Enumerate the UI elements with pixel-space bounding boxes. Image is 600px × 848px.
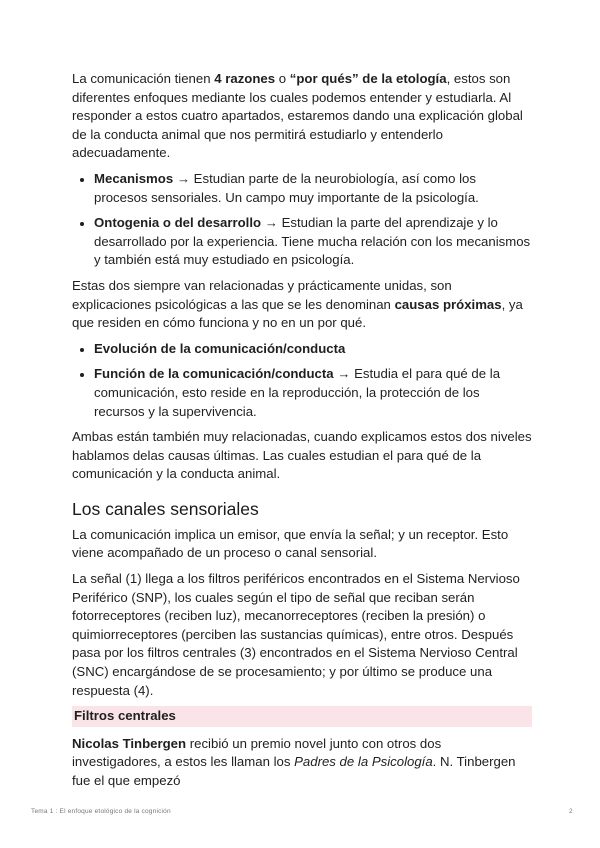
section-heading: Los canales sensoriales (72, 498, 259, 519)
list-item-text: → Estudia el para qué de la comunicación, esto reside en la reproducción, la protección de los recursos y la supervivencia. (94, 366, 501, 419)
reasons-list-proximate (72, 170, 532, 270)
text-run: . N. Tinbergen fue el que empezó (72, 754, 516, 788)
list-item-term: Mecanismos (94, 170, 174, 186)
sensory-channel-paragraph: La comunicación implica un emisor, que envía la señal; y un receptor. Esto viene acompañado de un proceso o canal sensorial. (72, 526, 509, 561)
list-item-text: → Estudian parte de la neurobiología, así como los procesos sensoriales. Un campo muy importante de la psicología. (94, 170, 479, 205)
text-run: , ya que residen en cómo funciona y no en un por qué. (72, 296, 523, 331)
page-number: 2 (569, 808, 573, 815)
text-run: recibió un premio novel junto con otros dos investigadores, a estos les llaman los (72, 735, 442, 770)
list-item (94, 340, 532, 359)
signal-paragraph: La señal (1) llega a los filtros periféricos encontrados en el Sistema Nervioso Periférico (SNP), los cuales según el tipo de señal que reciban serán fotorreceptores (reciben luz), mecanorreceptores (reciben la presión) o quimiorreceptores (perciben las sustancias químicas), entre otros. Después pasa por los filtros centrales (3) encontrados en el Sistema Nervioso Central (SNC) encargándose de se procesamiento; y por último se produce una respuesta (4). (72, 571, 520, 698)
bold-run: causas próximas (394, 296, 502, 312)
callout-heading: Filtros centrales (72, 706, 532, 727)
tinbergen-paragraph (72, 735, 532, 791)
bold-run: 4 razones (214, 71, 276, 86)
bold-run: Nicolas Tinbergen (72, 735, 187, 751)
intro-paragraph (72, 70, 532, 163)
text-run: Estas dos siempre van relacionadas y prácticamente unidas, son explicaciones psicológicas a las que se les denominan (72, 277, 452, 312)
list-item-term: Evolución de la comunicación/conducta (94, 340, 346, 356)
bold-run: “por qués” de la etología (289, 71, 447, 86)
list-item (94, 214, 532, 270)
text-run: o (275, 71, 290, 86)
italic-run: Padres de la Psicología (294, 754, 433, 770)
list-item-text: → Estudian la parte del aprendizaje y lo desarrollado por la experiencia. Tiene mucha relación con los mecanismos y también está muy estudiado en psicología. (94, 215, 531, 268)
list-item (94, 170, 532, 207)
reasons-list-ultimate (72, 340, 532, 421)
page-footer-title: Tema 1 : El enfoque etológico de la cognición (31, 808, 171, 815)
document-body (72, 70, 532, 791)
list-item-term: Función de la comunicación/conducta (94, 366, 334, 382)
list-item-term: Ontogenia o del desarrollo (94, 215, 262, 231)
list-item (94, 365, 532, 421)
text-run: , estos son diferentes enfoques mediante los cuales podemos entender y estudiarla. Al responder a estos cuatro apartados, estaremos dando una explicación global de la conducta animal que nos permitirá estudiarlo y entenderlo adecuadamente. (72, 71, 523, 161)
text-run: La comunicación tienen (72, 71, 215, 86)
ultimate-causes-paragraph: Ambas están también muy relacionadas, cuando explicamos estos dos niveles hablamos delas causas últimas. Las cuales estudian el para qué de la comunicación y la conducta animal. (72, 429, 532, 482)
proximate-causes-paragraph (72, 277, 532, 333)
